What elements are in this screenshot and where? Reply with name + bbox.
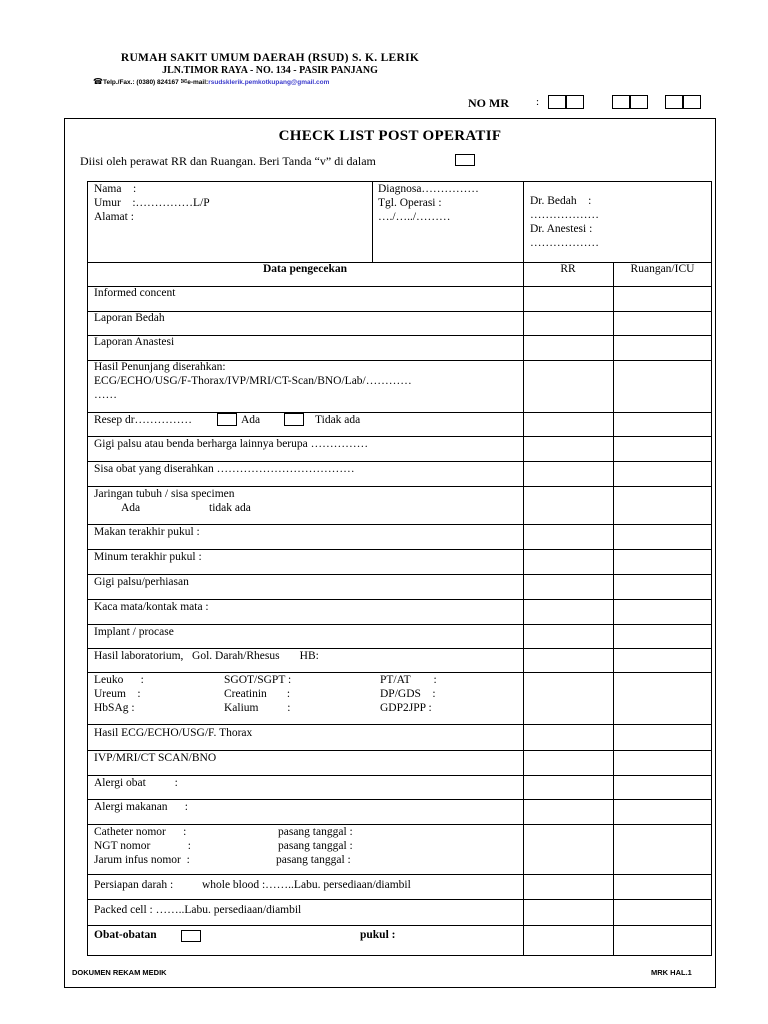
lab-leuko: Leuko : (94, 674, 144, 686)
contact-line (93, 77, 329, 87)
col-header-data: Data pengecekan (262, 263, 347, 275)
envelope-icon: ✉ (180, 77, 188, 86)
divider (87, 750, 712, 751)
row-jaringan: Jaringan tubuh / sisa specimen (94, 488, 235, 500)
lab-ureum: Ureum : (94, 688, 141, 700)
col-header-rr: RR (560, 263, 576, 275)
divider (87, 311, 712, 312)
divider (523, 181, 524, 956)
lab-ptat: PT/AT : (380, 674, 437, 686)
row-alergi-makanan: Alergi makanan : (94, 801, 188, 813)
divider (87, 824, 712, 825)
pasang-tanggal-1: pasang tanggal : (278, 826, 353, 838)
divider (87, 436, 712, 437)
row-kaca-mata: Kaca mata/kontak mata : (94, 601, 209, 613)
divider (87, 599, 712, 600)
row-gigi-palsu-berharga: Gigi palsu atau benda berharga lainnya berupa …………… (94, 438, 369, 450)
resep-ada-label: Ada (241, 414, 261, 426)
row-informed: Informed concent (94, 287, 176, 299)
nama-label: Nama : (94, 183, 137, 195)
tgl-operasi-value: …./…../……… (378, 211, 451, 223)
lab-kalium: Kalium : (224, 702, 291, 714)
row-makan: Makan terakhir pukul : (94, 526, 200, 538)
row-ngt: NGT nomor : (94, 840, 191, 852)
divider (87, 724, 712, 725)
divider (87, 412, 712, 413)
alamat-label: Alamat : (94, 211, 134, 223)
pasang-tanggal-3: pasang tanggal : (276, 854, 351, 866)
no-mr-colon: : (536, 96, 540, 108)
divider (87, 624, 712, 625)
divider (87, 899, 712, 900)
row-laporan-anastesi: Laporan Anastesi (94, 336, 175, 348)
row-hasil-penunjang-2: ECG/ECHO/USG/F-Thorax/IVP/MRI/CT-Scan/BNO/Lab/………… (94, 375, 412, 387)
divider (87, 335, 712, 336)
resep-ada-checkbox[interactable] (217, 413, 237, 426)
form-instruction: Diisi oleh perawat RR dan Ruangan. Beri Tanda “v” di dalam (80, 154, 376, 168)
lab-dpgds: DP/GDS : (380, 688, 436, 700)
telephone-icon: ☎ (93, 77, 103, 86)
row-hasil-penunjang-3: …… (94, 389, 117, 401)
row-resep: Resep dr…………… (94, 414, 193, 426)
row-catheter: Catheter nomor : (94, 826, 187, 838)
jaringan-tidak-label: tidak ada (209, 502, 251, 514)
email-address[interactable]: rsudsklerik.pemkotkupang@gmail.com (208, 79, 330, 86)
no-mr-label: NO MR (468, 96, 509, 110)
divider (87, 648, 712, 649)
umur-label: Umur :……………L/P (94, 197, 210, 209)
no-mr-box-3[interactable] (665, 95, 701, 109)
row-jarum: Jarum infus nomor : (94, 854, 190, 866)
divider (613, 262, 614, 956)
row-minum: Minum terakhir pukul : (94, 551, 202, 563)
divider (87, 549, 712, 550)
divider (87, 925, 712, 926)
divider (87, 486, 712, 487)
row-hasil-ecg: Hasil ECG/ECHO/USG/F. Thorax (94, 727, 253, 739)
form-title: CHECK LIST POST OPERATIF (278, 128, 502, 144)
lab-hbsag: HbSAg : (94, 702, 135, 714)
divider (87, 524, 712, 525)
footer-left: DOKUMEN REKAM MEDIK (72, 968, 167, 977)
sample-checkbox[interactable] (455, 154, 475, 166)
divider (87, 461, 712, 462)
tgl-operasi-label: Tgl. Operasi : (378, 197, 442, 209)
row-implant: Implant / procase (94, 626, 174, 638)
footer-right: MRK HAL.1 (651, 968, 692, 977)
row-packed-cell: Packed cell : ……..Labu. persediaan/diambil (94, 904, 302, 916)
divider (87, 874, 712, 875)
hospital-header (100, 52, 440, 77)
dr-anestesi-dots: ……………… (530, 237, 599, 249)
row-ivp: IVP/MRI/CT SCAN/BNO (94, 752, 217, 764)
divider (87, 574, 712, 575)
row-hasil-penunjang-1: Hasil Penunjang diserahkan: (94, 361, 226, 373)
resep-tidak-label: Tidak ada (315, 414, 361, 426)
dr-bedah-dots: ……………… (530, 209, 599, 221)
row-alergi-obat: Alergi obat : (94, 777, 178, 789)
row-sisa-obat: Sisa obat yang diserahkan ……………………………… (94, 463, 355, 475)
obat-obatan-checkbox[interactable] (181, 930, 201, 942)
divider (87, 775, 712, 776)
row-laporan-bedah: Laporan Bedah (94, 312, 165, 324)
email-label: e-mail: (187, 79, 209, 86)
row-hasil-lab: Hasil laboratorium, Gol. Darah/Rhesus HB: (94, 650, 319, 662)
hospital-address: JLN.TIMOR RAYA - NO. 134 - PASIR PANJANG (162, 65, 378, 76)
no-mr-box-1[interactable] (548, 95, 584, 109)
dr-bedah-label: Dr. Bedah : (530, 195, 592, 207)
hospital-name: RUMAH SAKIT UMUM DAERAH (RSUD) S. K. LERIK (120, 52, 420, 64)
phone-text: Telp./Fax.: (0380) 824167 (102, 79, 179, 86)
divider (87, 286, 712, 287)
dr-anestesi-label: Dr. Anestesi : (530, 223, 593, 235)
row-obat-obatan: Obat-obatan (94, 929, 157, 941)
lab-gdp2jpp: GDP2JPP : (380, 702, 432, 714)
obat-pukul-label: pukul : (360, 929, 396, 941)
col-header-ruangan: Ruangan/ICU (630, 263, 695, 275)
divider (372, 181, 373, 262)
row-persiapan-darah: Persiapan darah : whole blood :……..Labu. persediaan/diambil (94, 879, 411, 891)
jaringan-ada-label: Ada (121, 502, 141, 514)
row-gigi-perhiasan: Gigi palsu/perhiasan (94, 576, 189, 588)
divider (87, 672, 712, 673)
pasang-tanggal-2: pasang tanggal : (278, 840, 353, 852)
resep-tidak-checkbox[interactable] (284, 413, 304, 426)
divider (87, 799, 712, 800)
lab-sgot: SGOT/SGPT : (224, 674, 292, 686)
lab-creatinin: Creatinin : (224, 688, 291, 700)
no-mr-box-2[interactable] (612, 95, 648, 109)
diagnosa-label: Diagnosa…………… (378, 183, 479, 195)
